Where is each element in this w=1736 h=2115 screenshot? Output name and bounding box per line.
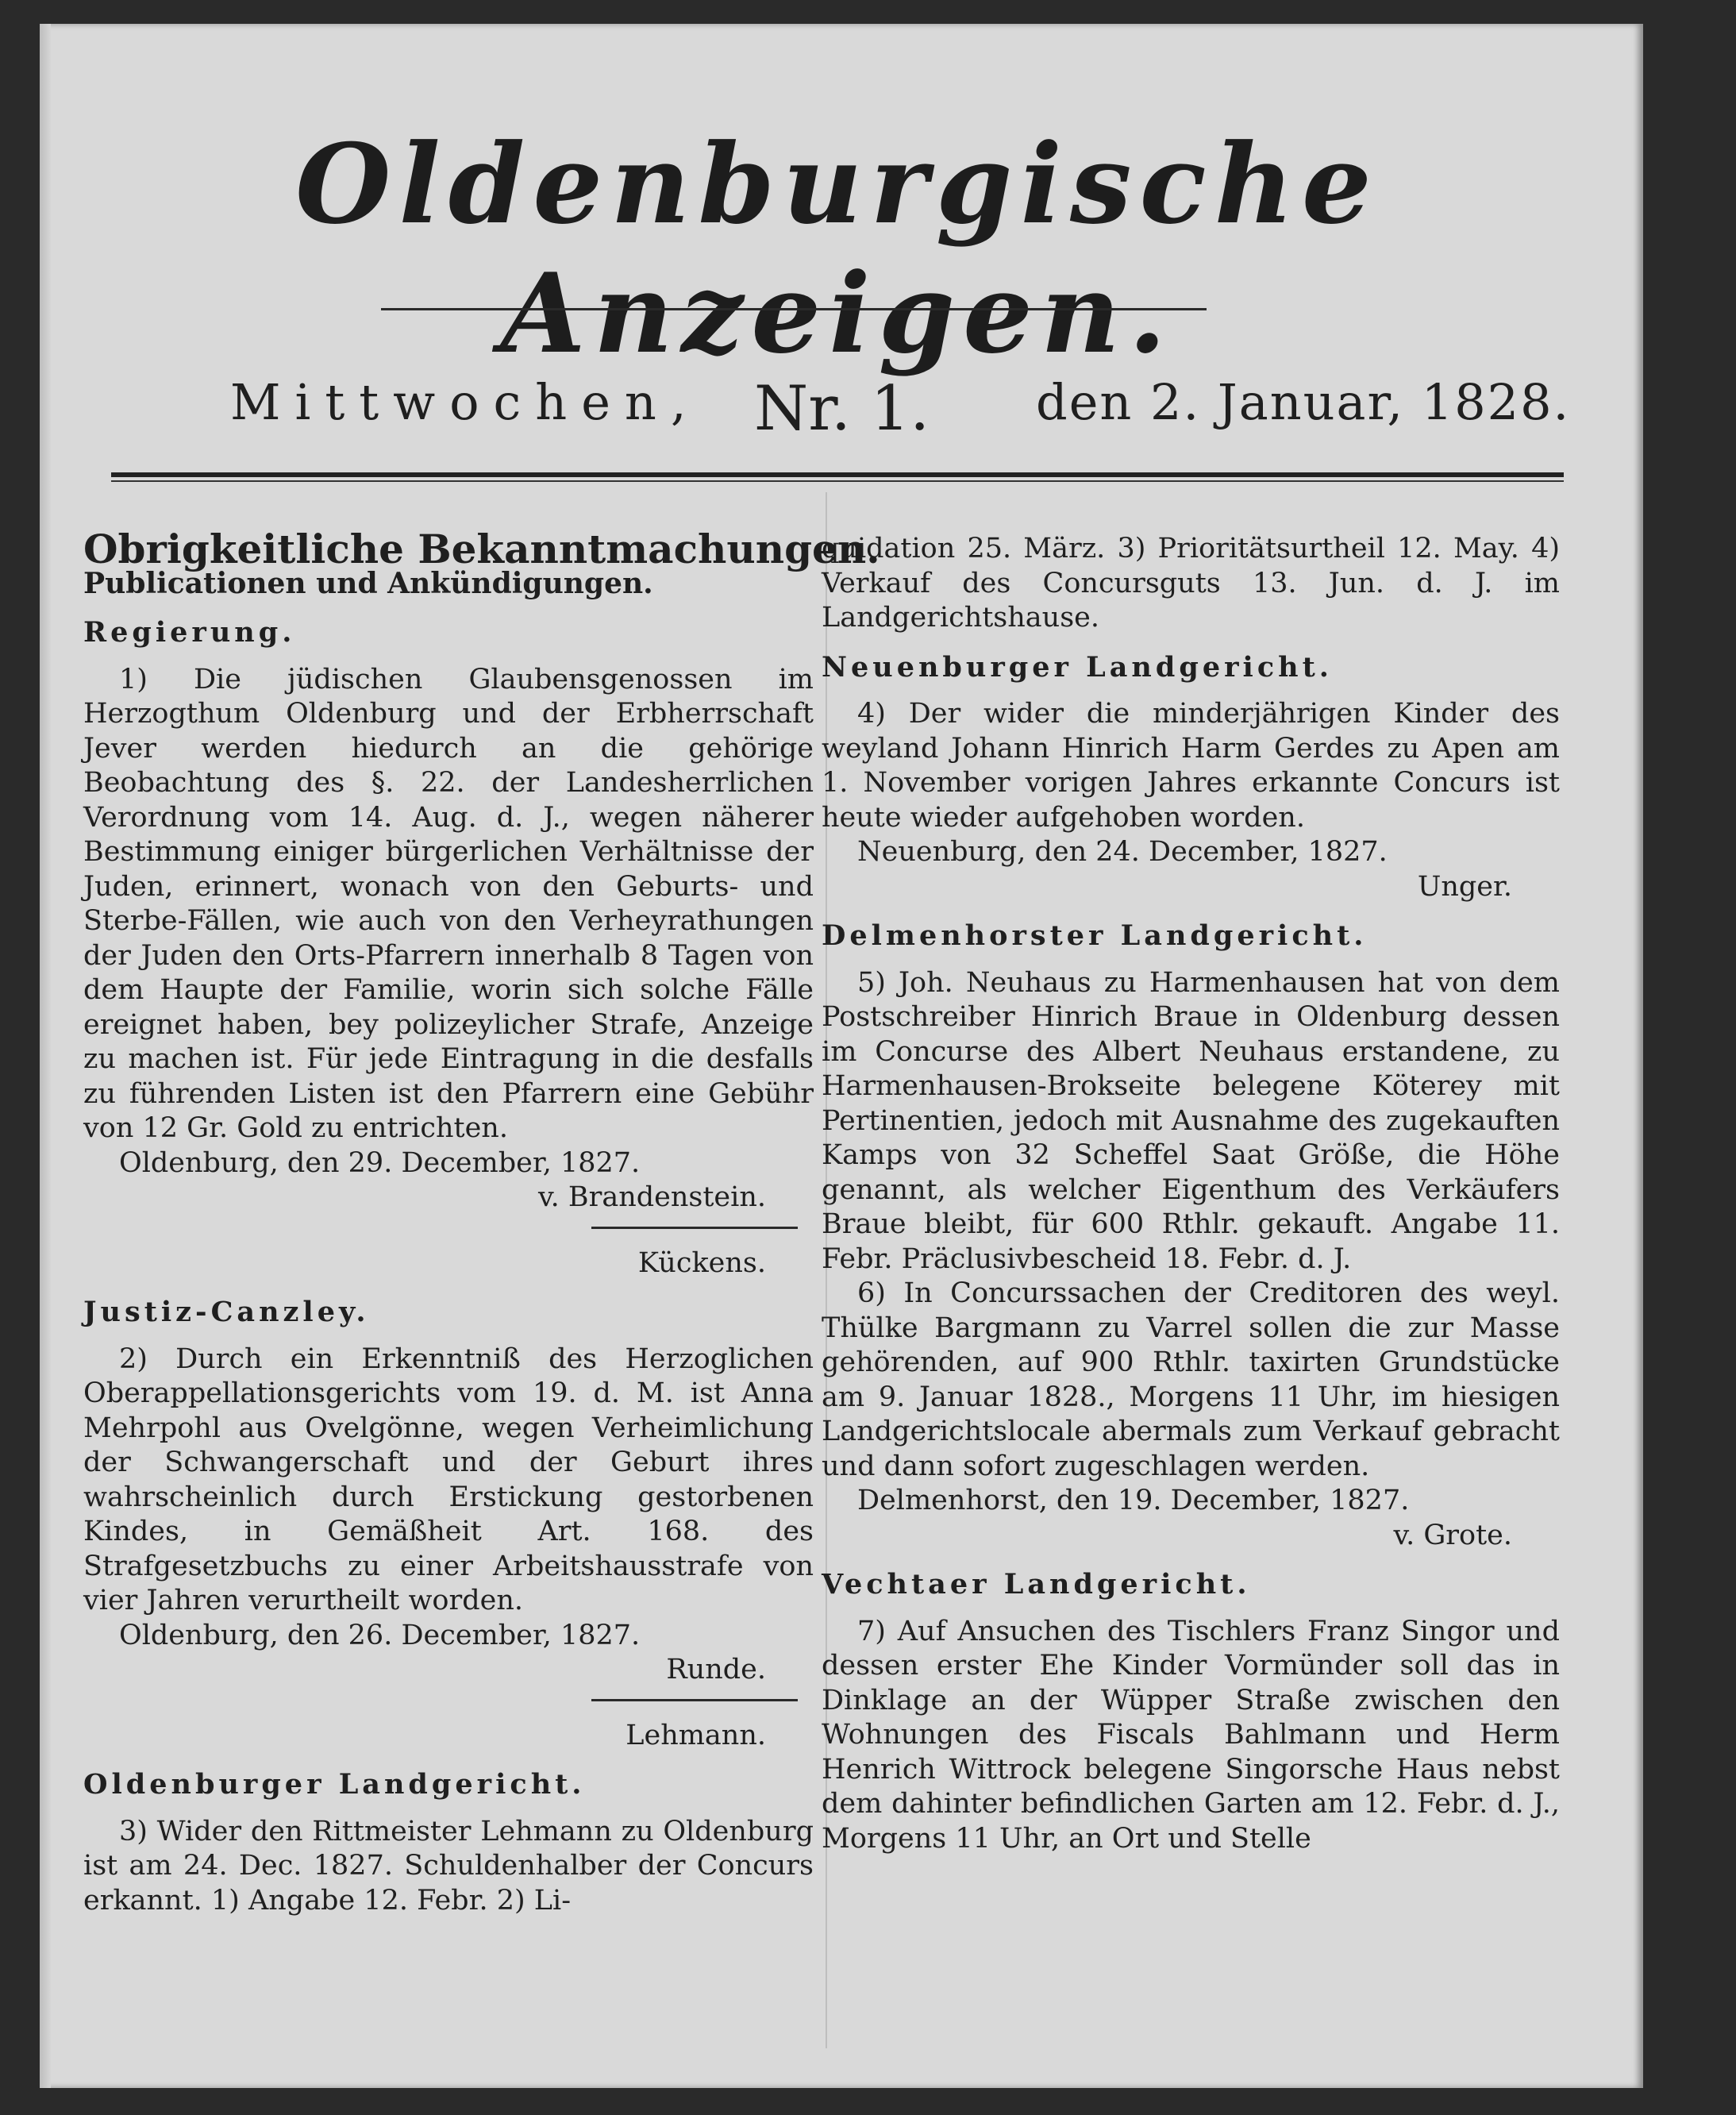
issue-number [754,373,930,445]
notice-4: 4) Der wider die minderjährigen Kinder des weyland Johann Hinrich Harm Gerdes zu Apen am 1. November vorigen Jahres erkannte Concurs ist heute wieder aufgehoben worden. [822,698,1560,834]
notice-6: 6) In Concurssachen der Creditoren des weyl. Thülke Bargmann zu Varrel sollen die zur Masse gehörenden, auf 900 Rthlr. taxirten Grundstücke am 9. Januar 1828., Morgens 11 Uhr, im hiesigen Landgerichtslocale abermals zum Verkauf gebracht und dann sofort zugeschlagen werden. [822,1277,1560,1482]
notice-3: 3) Wider den Rittmeister Lehmann zu Oldenburg ist am 24. Dec. 1827. Schuldenhalber der Concurs erkannt. 1) Angabe 12. Febr. 2) Li- [83,1815,814,1917]
section-vechtaer-landgericht: Vechtaer Landgericht. [822,1568,1251,1601]
notice-7: 7) Auf Ansuchen des Tischlers Franz Singor und dessen erster Ehe Kinder Vormünder soll das in Dinklage an der Wüpper Straße zwischen den Wohnungen des Fiscals Bahlmann und Herm Henrich Wittrock belegene Singorsche Haus nebst dem dahinter befindlichen Garten am 12. Febr. d. J., Morgens 11 Uhr, an Ort und Stelle [822,1615,1560,1855]
section-regierung: Regierung. [83,616,296,649]
dateline-weekday: Mittwochen, [230,373,701,431]
notice-4-signature: Unger. [1417,870,1512,903]
masthead-title: Oldenburgische Anzeigen. [295,119,1380,378]
newspaper-page [40,24,1643,2088]
section-justiz-canzley: Justiz-Canzley. [83,1296,370,1328]
section-neuenburger-landgericht: Neuenburger Landgericht. [822,650,1333,684]
notice-4-place: Neuenburg, den 24. December, 1827. [857,836,1388,868]
page-spine [40,24,51,2088]
notice-1-signature-1: v. Brandenstein. [538,1181,766,1213]
header-double-rule [111,472,1564,482]
issue-number-value: 1. [870,373,930,445]
notice-2-signature-1: Runde. [666,1654,766,1685]
notice-6-signature: v. Grote. [1393,1519,1512,1551]
dateline-date: den 2. Januar, 1828. [1036,373,1571,431]
right-column [822,532,1560,1856]
notice-2-signature-2: Lehmann. [625,1719,766,1751]
left-column [83,526,880,1918]
section-subheading: Publicationen und Ankündigungen. [83,566,653,600]
notice-3-continued: quidation 25. März. 3) Prioritätsurtheil 12. May. 4) Verkauf des Concursguts 13. Jun. d. J. im Landgerichtshause. [822,533,1560,634]
signature-rule [591,1227,798,1229]
masthead-rule [381,308,1207,310]
notice-2-place: Oldenburg, den 26. December, 1827. [119,1619,641,1651]
notice-1-signature-2: Kückens. [637,1246,766,1279]
issue-number-label: Nr. [754,373,851,445]
notice-1: 1) Die jüdischen Glaubensgenossen im Herzogthum Oldenburg und der Erbherrschaft Jever werden hiedurch an die gehörige Beobachtung des §. 22. der Landesherrlichen Verordnung vom 14. Aug. d. J., wegen näherer Bestimmung einiger bürgerlichen Verhältnisse der Juden, erinnert, wonach von den Geburts- und Sterbe-Fällen, wie auch von den Verheyrathungen der Juden den Orts-Pfarrern innerhalb 8 Tagen von dem Haupte der Familie, worin sich solche Fälle ereignet haben, bey polizeylicher Strafe, Anzeige zu machen ist. Für jede Eintragung in die desfalls zu führenden Listen ist den Pfarrern eine Gebühr von 12 Gr. Gold zu entrichten. [83,663,814,1144]
notice-5: 5) Joh. Neuhaus zu Harmenhausen hat von dem Postschreiber Hinrich Braue in Oldenburg dessen im Concurse des Albert Neuhaus erstandene, zu Harmenhausen-Brokseite belegene Köterey mit Pertinentien, jedoch mit Ausnahme des zugekauften Kamps von 32 Scheffel Saat Größe, die Höhe genannt, als welcher Eigenthum des Verkäufers Braue bleibt, für 600 Rthlr. gekauft. Angabe 11. Febr. Präclusivbescheid 18. Febr. d. J. [822,966,1560,1275]
section-delmenhorster-landgericht: Delmenhorster Landgericht. [822,919,1368,952]
signature-rule [591,1699,798,1701]
section-oldenburger-landgericht: Oldenburger Landgericht. [83,1768,586,1801]
section-heading: Obrigkeitliche Bekanntmachungen. [83,526,880,572]
notice-2: 2) Durch ein Erkenntniß des Herzoglichen Oberappellationsgerichts vom 19. d. M. ist Anna Mehrpohl aus Ovelgönne, wegen Verheimlichung der Schwangerschaft und der Geburt ihres wahrscheinlich durch Erstickung gestorbenen Kindes, in Gemäßheit Art. 168. des Strafgesetzbuchs zu einer Arbeitshausstrafe von vier Jahren verurtheilt worden. [83,1343,814,1616]
notice-1-place: Oldenburg, den 29. December, 1827. [119,1146,641,1179]
notice-6-place: Delmenhorst, den 19. December, 1827. [857,1485,1410,1516]
